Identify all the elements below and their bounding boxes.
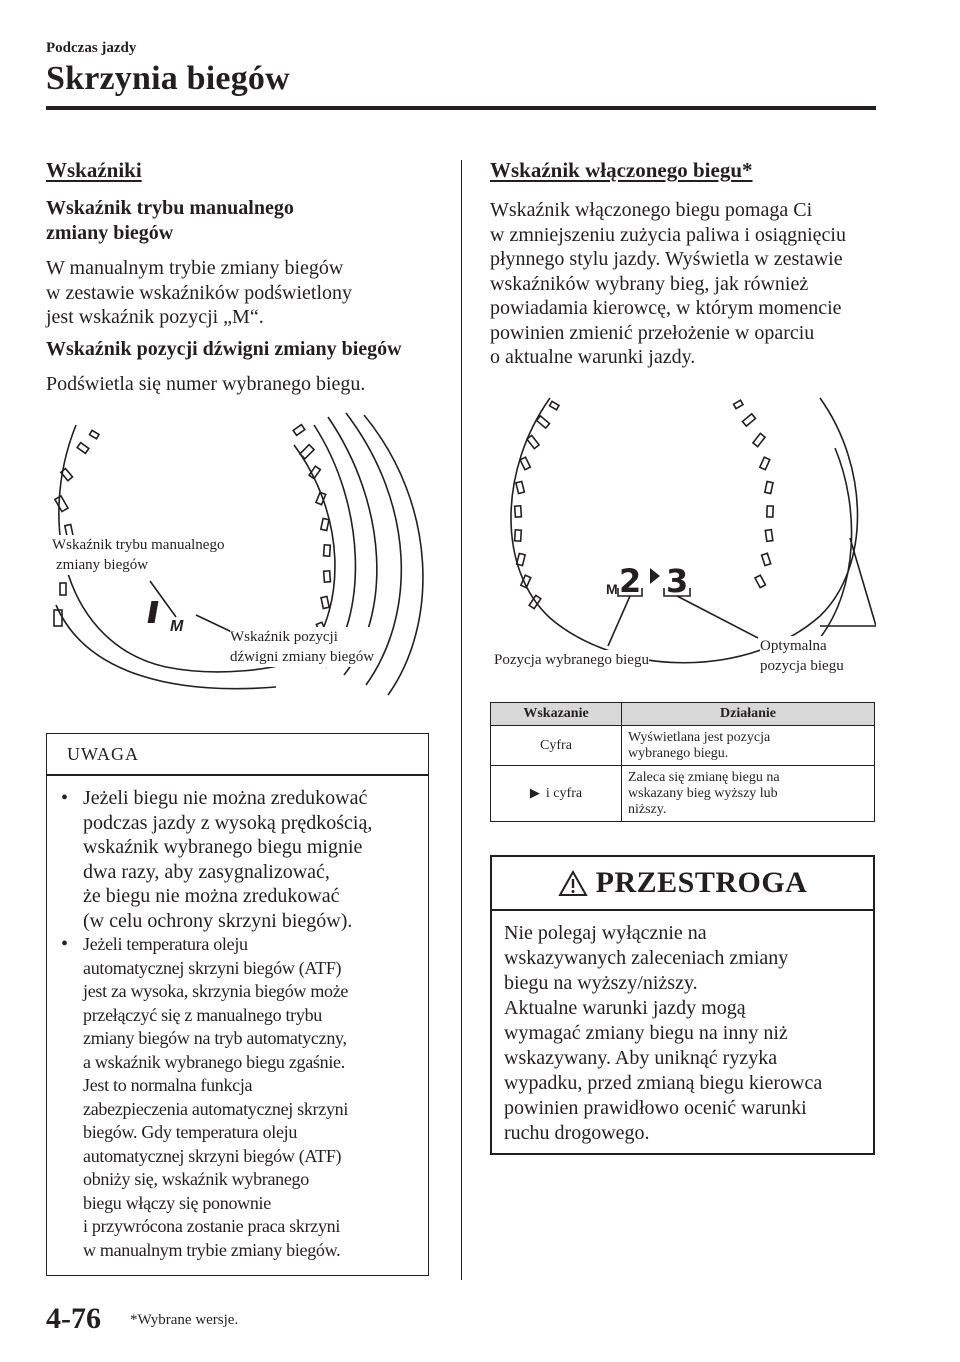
cluster-figure-left: [46, 405, 430, 705]
caution-title: PRZESTROGA: [595, 866, 808, 899]
manual-mode-symbol-right: M: [606, 581, 618, 597]
notice-box: [46, 733, 429, 1276]
gear-indicator-paragraph: Wskaźnik włączonego biegu pomaga Ci w zmniejszeniu zużycia paliwa i osiągnięciu płynnego stylu jazdy. Wyświetla w zestawie wskaźników wybrany bieg, jak również powiadamia kierowcę, w którym momencie powinien zmienić przełożenie w oparciu o aktualne warunki jazdy.: [490, 199, 846, 368]
current-gear-digit: 2: [619, 562, 642, 600]
bullet-icon: •: [61, 933, 68, 955]
manual-mode-paragraph: W manualnym trybie zmiany biegów w zestawie wskaźników podświetlony jest wskaźnik pozycji „M“.: [46, 257, 353, 328]
triangle-arrow-icon: ▶: [529, 785, 540, 800]
caution-box: [490, 855, 875, 1155]
notice-list: [57, 786, 419, 1262]
footnote: *Wybrane wersje.: [130, 1312, 239, 1328]
manual-mode-indicator-label: Wskaźnik trybu manualnego zmiany biegów: [52, 537, 225, 573]
table-header-row: [491, 703, 875, 726]
table-header-indication: Wskazanie: [491, 703, 622, 726]
table-cell-action: Wyświetlana jest pozycja wybranego biegu.: [622, 726, 875, 766]
gear-digit-segment: [148, 601, 159, 623]
gear-position-paragraph: Podświetla się numer wybranego biegu.: [46, 373, 366, 395]
indicators-heading: Wskaźniki: [46, 158, 142, 182]
manual-mode-symbol: M: [170, 618, 184, 635]
table-cell-action: Zaleca się zmianę biegu na wskazany bieg wyższy lub niższy.: [622, 766, 875, 822]
gear-position-indicator-label: Wskaźnik pozycji dźwigni zmiany biegów: [230, 629, 375, 665]
column-divider: [461, 160, 462, 1280]
notice-item: • Jeżeli temperatura oleju automatycznej skrzyni biegów (ATF) jest za wysoka, skrzynia biegów może przełączyć się z manualnego trybu zmiany biegów na tryb automatyczny, a wskaźnik wybranego biegu zgaśnie. Jest to normalna funkcja zabezpieczenia automatycznej skrzyni biegów. Gdy temperatura oleju automatycznej skrzyni biegów (ATF) obniży się, wskaźnik wybranego biegu włączy się ponownie i przywrócona zostanie praca skrzyni w manualnym trybie zmiany biegów.: [61, 933, 349, 1260]
section-label: Podczas jazdy: [46, 40, 137, 56]
selected-gear-label: Pozycja wybranego biegu: [494, 652, 649, 668]
title-rule: [46, 106, 876, 110]
table-row: [491, 766, 875, 822]
warning-triangle-icon: [558, 870, 588, 897]
caution-header: [492, 857, 873, 911]
gear-position-heading: Wskaźnik pozycji dźwigni zmiany biegów: [46, 338, 402, 360]
page-number: 4-76: [46, 1302, 101, 1335]
table-header-action: Działanie: [622, 703, 875, 726]
caution-text: Nie polegaj wyłącznie na wskazywanych zaleceniach zmiany biegu na wyższy/niższy. Aktualne warunki jazdy mogą wymagać zmiany biegu na inny niż wskazywany. Aby uniknąć ryzyka wypadku, przed zmianą biegu kierowca powinien prawidłowo ocenić warunki ruchu drogowego.: [504, 922, 823, 1144]
table-row: [491, 726, 875, 766]
notice-item: • Jeżeli biegu nie można zredukować podczas jazdy z wysoką prędkością, wskaźnik wybranego biegu mignie dwa razy, aby zasygnalizować, że biegu nie można zredukować (w celu ochrony skrzyni biegów).: [61, 787, 373, 932]
cluster-figure-right: [490, 388, 876, 684]
shift-arrow-icon: [650, 568, 660, 584]
optimal-gear-digit: 3: [666, 562, 689, 600]
notice-title: UWAGA: [67, 744, 139, 764]
table-cell-indication: Cyfra: [491, 726, 622, 766]
manual-mode-heading: Wskaźnik trybu manualnego zmiany biegów: [46, 197, 294, 244]
gear-indicator-heading: Wskaźnik włączonego biegu*: [490, 158, 753, 182]
gear-indicator-table: [490, 702, 875, 822]
page-title: Skrzynia biegów: [46, 60, 290, 97]
table-cell-indication: ▶ i cyfra: [491, 766, 622, 822]
optimal-gear-label: Optymalna pozycja biegu: [760, 638, 844, 674]
notice-rule: [47, 774, 428, 776]
bullet-icon: •: [61, 787, 69, 809]
